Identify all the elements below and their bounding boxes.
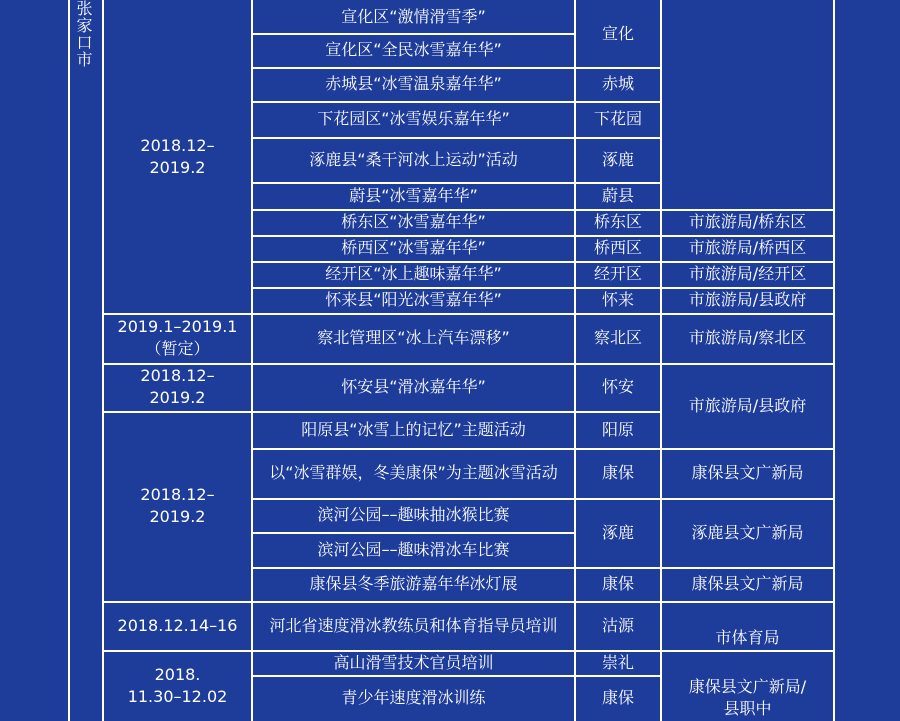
organizer-cell: 康保县文广新局 (691, 463, 804, 482)
organizer-cell: 涿鹿县文广新局 (691, 522, 804, 542)
location-cell: 怀安 (601, 377, 634, 396)
event-cell: 宣化区“全民冰雪嘉年华” (325, 40, 502, 59)
date-cell: 2019.1–2019.1 （暂定） (117, 317, 238, 358)
date-cell: 2018.12– 2019.2 (140, 135, 215, 177)
event-cell: 康保县冬季旅游嘉年华冰灯展 (309, 574, 518, 593)
event-cell: 蔚县“冰雪嘉年华” (349, 185, 478, 205)
location-cell: 下花园 (593, 109, 642, 128)
location-cell: 蔚县 (601, 185, 634, 205)
location-cell: 康保 (601, 463, 634, 482)
event-cell: 下花园区“冰雪娱乐嘉年华” (317, 109, 510, 128)
grid-line (833, 0, 835, 721)
event-cell: 河北省速度滑冰教练员和体育指导员培训 (269, 615, 558, 635)
event-cell: 青少年速度滑冰训练 (341, 688, 486, 707)
event-cell: 桥东区“冰雪嘉年华” (341, 212, 486, 231)
location-cell: 察北区 (593, 328, 642, 347)
event-cell: 宣化区“激情滑雪季” (341, 6, 486, 26)
location-cell: 宣化 (601, 23, 634, 43)
organizer-cell: 市旅游局/桥东区 (688, 212, 807, 231)
location-cell: 涿鹿 (601, 522, 634, 542)
city-label: 张家口市 (74, 0, 93, 68)
location-cell: 经开区 (593, 264, 642, 283)
date-cell: 2018. 11.30–12.02 (127, 664, 228, 706)
location-cell: 阳原 (601, 419, 634, 439)
date-cell: 2018.12– 2019.2 (140, 485, 215, 526)
event-cell: 涿鹿县“桑干河冰上运动”活动 (309, 149, 518, 169)
event-cell: 阳原县“冰雪上的记忆”主题活动 (301, 419, 526, 439)
location-cell: 怀来 (601, 290, 634, 309)
location-cell: 赤城 (601, 74, 634, 93)
organizer-cell: 康保县文广新局 (691, 574, 804, 593)
event-cell: 桥西区“冰雪嘉年华” (341, 238, 486, 257)
location-cell: 桥西区 (593, 238, 642, 257)
location-cell: 涿鹿 (601, 149, 634, 169)
event-cell: 高山滑雪技术官员培训 (333, 652, 494, 672)
date-cell: 2018.12– 2019.2 (140, 366, 215, 407)
event-cell: 怀来县“阳光冰雪嘉年华” (325, 290, 502, 309)
event-cell: 经开区“冰上趣味嘉年华” (325, 264, 502, 283)
event-cell: 以“冰雪群娱，冬美康保”为主题冰雪活动 (269, 463, 558, 482)
event-cell: 怀安县“滑冰嘉年华” (341, 377, 486, 396)
organizer-cell: 市旅游局/察北区 (688, 328, 807, 347)
location-cell: 康保 (601, 688, 634, 707)
grid-line (68, 0, 70, 721)
event-cell: 滨河公园––趣味滑冰车比赛 (317, 539, 510, 559)
event-cell: 滨河公园––趣味抽冰猴比赛 (317, 505, 510, 524)
location-cell: 桥东区 (593, 212, 642, 231)
location-cell: 康保 (601, 574, 634, 593)
organizer-cell: 市体育局 (715, 628, 780, 647)
event-cell: 赤城县“冰雪温泉嘉年华” (325, 74, 502, 93)
event-cell: 察北管理区“冰上汽车漂移” (317, 328, 510, 347)
organizer-cell: 康保县文广新局/ 县职中 (688, 677, 807, 718)
organizer-cell: 市旅游局/县政府 (688, 290, 807, 309)
organizer-cell: 市旅游局/经开区 (688, 264, 807, 283)
location-cell: 沽源 (601, 615, 634, 635)
organizer-cell: 市旅游局/桥西区 (688, 238, 807, 257)
organizer-cell: 市旅游局/县政府 (688, 395, 807, 415)
date-cell: 2018.12.14–16 (117, 615, 238, 635)
location-cell: 崇礼 (601, 652, 634, 672)
